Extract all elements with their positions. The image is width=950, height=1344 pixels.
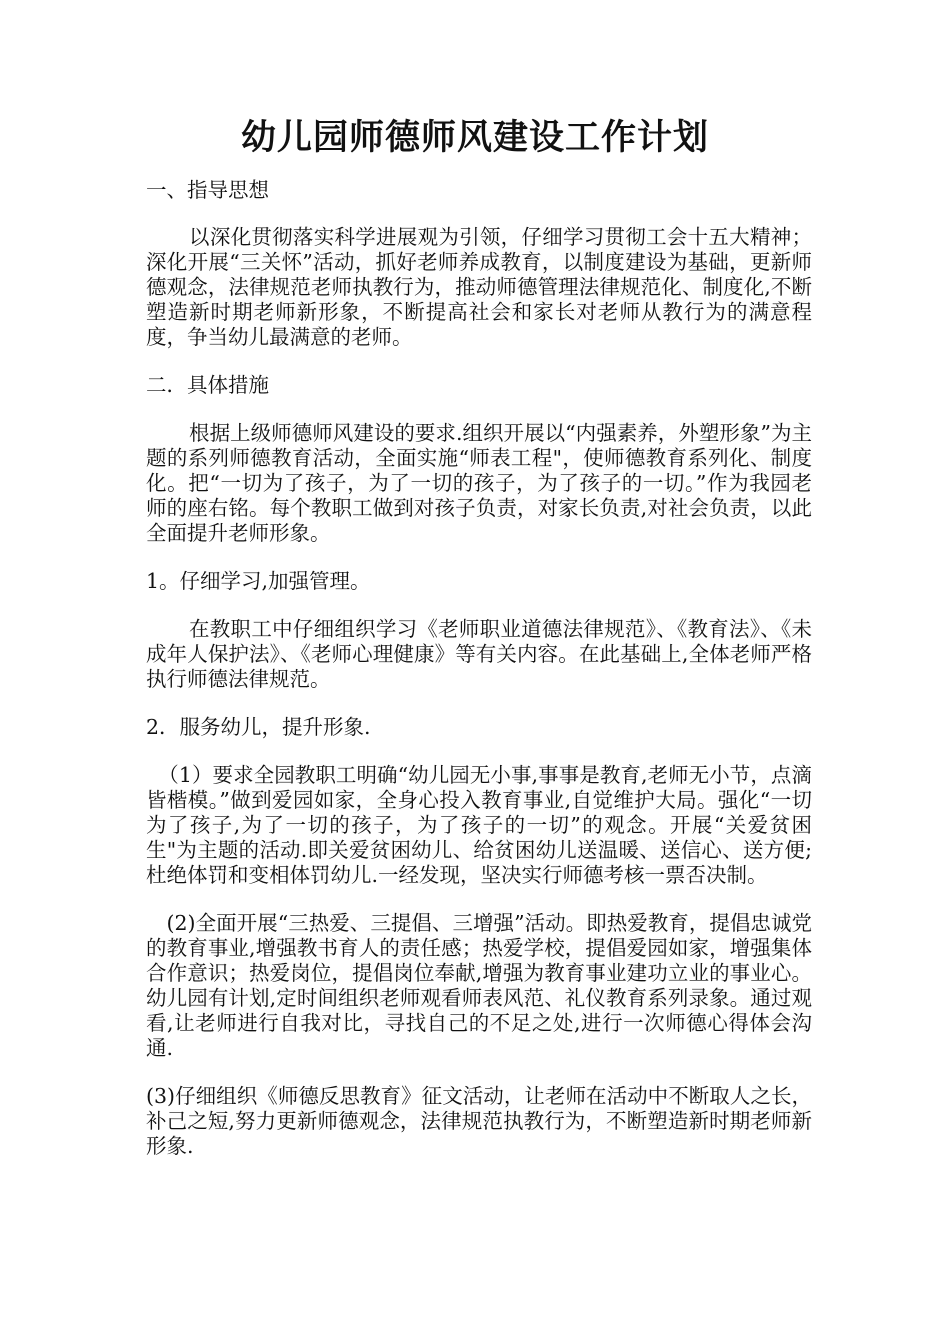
item-heading-service: 2．服务幼儿，提升形象. xyxy=(146,715,371,739)
section-heading-guiding-ideology: 一、指导思想 xyxy=(146,178,269,202)
paragraph-service-3: (3)仔细组织《师德反思教育》征文活动，让老师在活动中不断取人之长，补己之短,努力更新师德观念，法律规范执教行为，不断塑造新时期老师新形象. xyxy=(146,1084,812,1158)
paragraph-measures: 根据上级师德师风建设的要求.组织开展以“内强素养，外塑形象”为主题的系列师德教育活动，全面实施“师表工程"，使师德教育系列化、制度化。把“一切为了孩子，为了一切的孩子，为了孩子的一切。”作为我园老师的座右铭。每个教职工做到对孩子负责，对家长负责,对社会负责，以此全面提升老师形象。 xyxy=(146,421,812,545)
section-heading-measures: 二．具体措施 xyxy=(146,373,269,397)
paragraph-service-2: (2)全面开展“三热爱、三提倡、三增强”活动。即热爱教育，提倡忠诚党的教育事业,增强教书育人的责任感；热爱学校，提倡爱园如家，增强集体合作意识；热爱岗位，提倡岗位奉献,增强为教育事业建功立业的事业心。幼儿园有计划,定时间组织老师观看师表风范、礼仪教育系列录象。通过观看,让老师进行自我对比，寻找自己的不足之处,进行一次师德心得体会沟通. xyxy=(146,911,812,1060)
item-heading-study: 1。仔细学习,加强管理。 xyxy=(146,569,371,593)
paragraph-service-1: （1）要求全园教职工明确“幼儿园无小事,事事是教育,老师无小节，点滴皆楷模。”做到爱园如家，全身心投入教育事业,自觉维护大局。强化“一切为了孩子,为了一切的孩子，为了孩子的一切”的观念。开展“关爱贫困生"为主题的活动.即关爱贫困幼儿、给贫困幼儿送温暖、送信心、送方便;杜绝体罚和变相体罚幼儿.一经发现，坚决实行师德考核一票否决制。 xyxy=(146,763,812,887)
document-body xyxy=(146,178,812,1159)
paragraph-guiding-ideology: 以深化贯彻落实科学进展观为引领，仔细学习贯彻工会十五大精神；深化开展“三关怀”活动，抓好老师养成教育，以制度建设为基础，更新师德观念，法律规范老师执教行为，推动师德管理法律规范化、制度化,不断塑造新时期老师新形象，不断提高社会和家长对老师从教行为的满意程度，争当幼儿最满意的老师。 xyxy=(146,225,812,349)
document-title: 幼儿园师德师风建设工作计划 xyxy=(240,117,709,158)
paragraph-study: 在教职工中仔细组织学习《老师职业道德法律规范》、《教育法》、《未成年人保护法》、《老师心理健康》等有关内容。在此基础上,全体老师严格执行师德法律规范。 xyxy=(146,617,812,691)
